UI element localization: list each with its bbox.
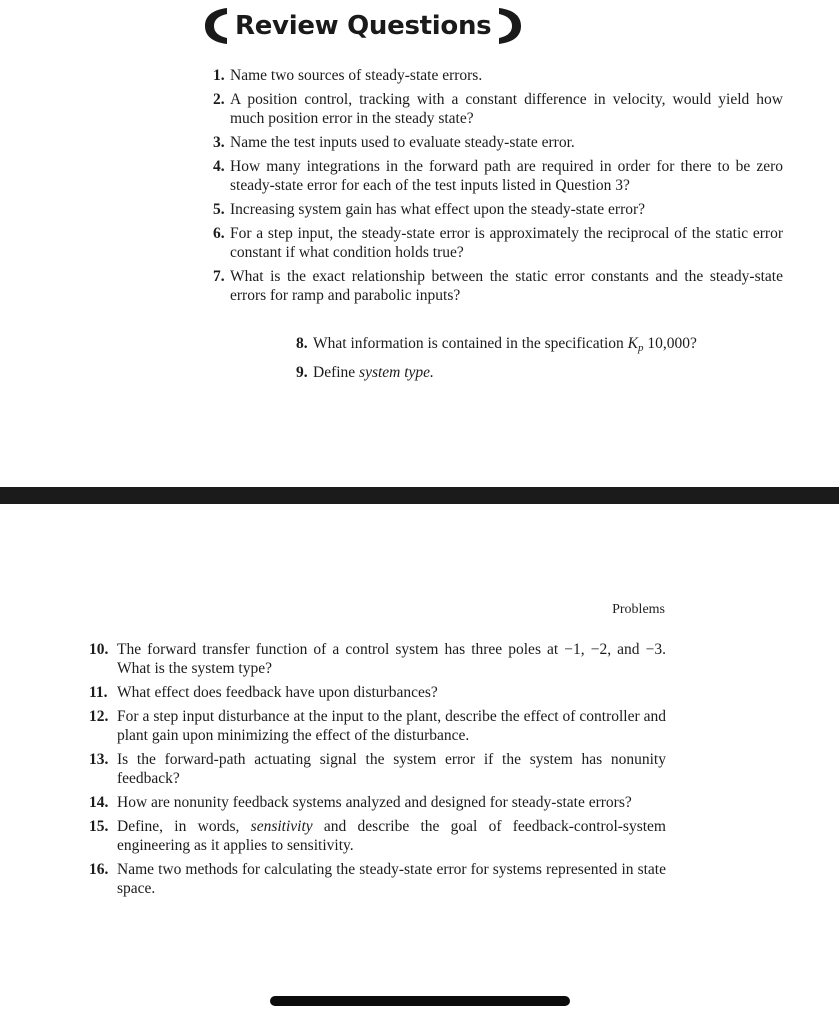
question-text bbox=[117, 818, 666, 854]
left-bracket-icon bbox=[203, 7, 229, 45]
question-text: Name the test inputs used to evaluate steady-state error. bbox=[230, 134, 575, 151]
question-text-before: Define bbox=[313, 364, 360, 381]
question-number: 9. bbox=[296, 364, 308, 381]
question-text: For a step input, the steady-state error is approximately the reciprocal of the static error constant if what condition holds true? bbox=[230, 225, 783, 261]
question-text: What is the exact relationship between the static error constants and the steady-state errors for ramp and parabolic inputs? bbox=[230, 268, 783, 304]
question-number: 4. bbox=[213, 158, 225, 175]
review-questions-title: Review Questions bbox=[235, 11, 492, 41]
question-number: 15. bbox=[89, 818, 109, 835]
gain-subscript: p bbox=[637, 342, 644, 354]
review-question-list bbox=[213, 66, 783, 310]
question-number: 13. bbox=[89, 751, 109, 768]
review-question bbox=[213, 157, 783, 195]
question-number: 14. bbox=[89, 794, 109, 811]
question-number: 7. bbox=[213, 268, 225, 285]
question-text: Increasing system gain has what effect upon the steady-state error? bbox=[230, 201, 646, 218]
question-number: 2. bbox=[213, 91, 225, 108]
question-number: 3. bbox=[213, 134, 225, 151]
problem-question bbox=[89, 793, 666, 812]
problem-question bbox=[89, 640, 666, 678]
question-text-after: and describe the goal of feedback-control-system engineering as it applies to sensitivity. bbox=[117, 818, 666, 854]
question-number: 5. bbox=[213, 201, 225, 218]
question-text: Name two methods for calculating the steady-state error for systems represented in state space. bbox=[117, 861, 666, 897]
question-number: 8. bbox=[296, 335, 308, 352]
question-text: How many integrations in the forward path are required in order for there to be zero steady-state error for each of the test inputs listed in Question 3? bbox=[230, 158, 783, 194]
question-text-before: What information is contained in the specification bbox=[313, 335, 628, 352]
home-indicator[interactable] bbox=[270, 996, 570, 1006]
question-number: 1. bbox=[213, 67, 225, 84]
review-question bbox=[296, 363, 776, 382]
review-question bbox=[213, 90, 783, 128]
review-question bbox=[213, 200, 783, 219]
review-question bbox=[213, 133, 783, 152]
review-question bbox=[213, 224, 783, 262]
review-questions-header bbox=[203, 6, 523, 46]
problem-question bbox=[89, 817, 666, 855]
problems-header: Problems bbox=[612, 602, 665, 617]
question-text-after: 10,000? bbox=[643, 335, 697, 352]
question-text: What effect does feedback have upon disturbances? bbox=[117, 684, 438, 701]
question-text: How are nonunity feedback systems analyzed and designed for steady-state errors? bbox=[117, 794, 632, 811]
question-text-before: Define, in words, bbox=[117, 818, 251, 835]
question-number: 16. bbox=[89, 861, 109, 878]
question-text: Name two sources of steady-state errors. bbox=[230, 67, 483, 84]
question-emphasis: sensitivity bbox=[250, 818, 313, 835]
problem-question bbox=[89, 707, 666, 745]
question-number: 6. bbox=[213, 225, 225, 242]
question-text bbox=[313, 364, 434, 381]
review-question bbox=[213, 267, 783, 305]
problem-question bbox=[89, 860, 666, 898]
question-emphasis: system type. bbox=[359, 364, 434, 381]
question-text: For a step input disturbance at the input to the plant, describe the effect of controller and plant gain upon minimizing the effect of the disturbance. bbox=[117, 708, 666, 744]
gain-symbol: K bbox=[627, 335, 638, 352]
question-number: 10. bbox=[89, 641, 109, 658]
question-text: The forward transfer function of a control system has three poles at −1, −2, and −3. What is the system type? bbox=[117, 641, 666, 677]
question-text bbox=[313, 335, 697, 352]
problem-question bbox=[89, 750, 666, 788]
problem-question bbox=[89, 683, 666, 702]
review-question bbox=[213, 66, 783, 85]
right-bracket-icon bbox=[497, 7, 523, 45]
review-question bbox=[296, 334, 776, 358]
question-number: 11. bbox=[89, 684, 108, 701]
problems-question-list bbox=[89, 640, 666, 903]
question-text: Is the forward-path actuating signal the system error if the system has nonunity feedback? bbox=[117, 751, 666, 787]
page-divider bbox=[0, 487, 839, 504]
question-text: A position control, tracking with a constant difference in velocity, would yield how much position error in the steady state? bbox=[230, 91, 783, 127]
review-question-list-continued bbox=[296, 334, 776, 387]
question-number: 12. bbox=[89, 708, 109, 725]
